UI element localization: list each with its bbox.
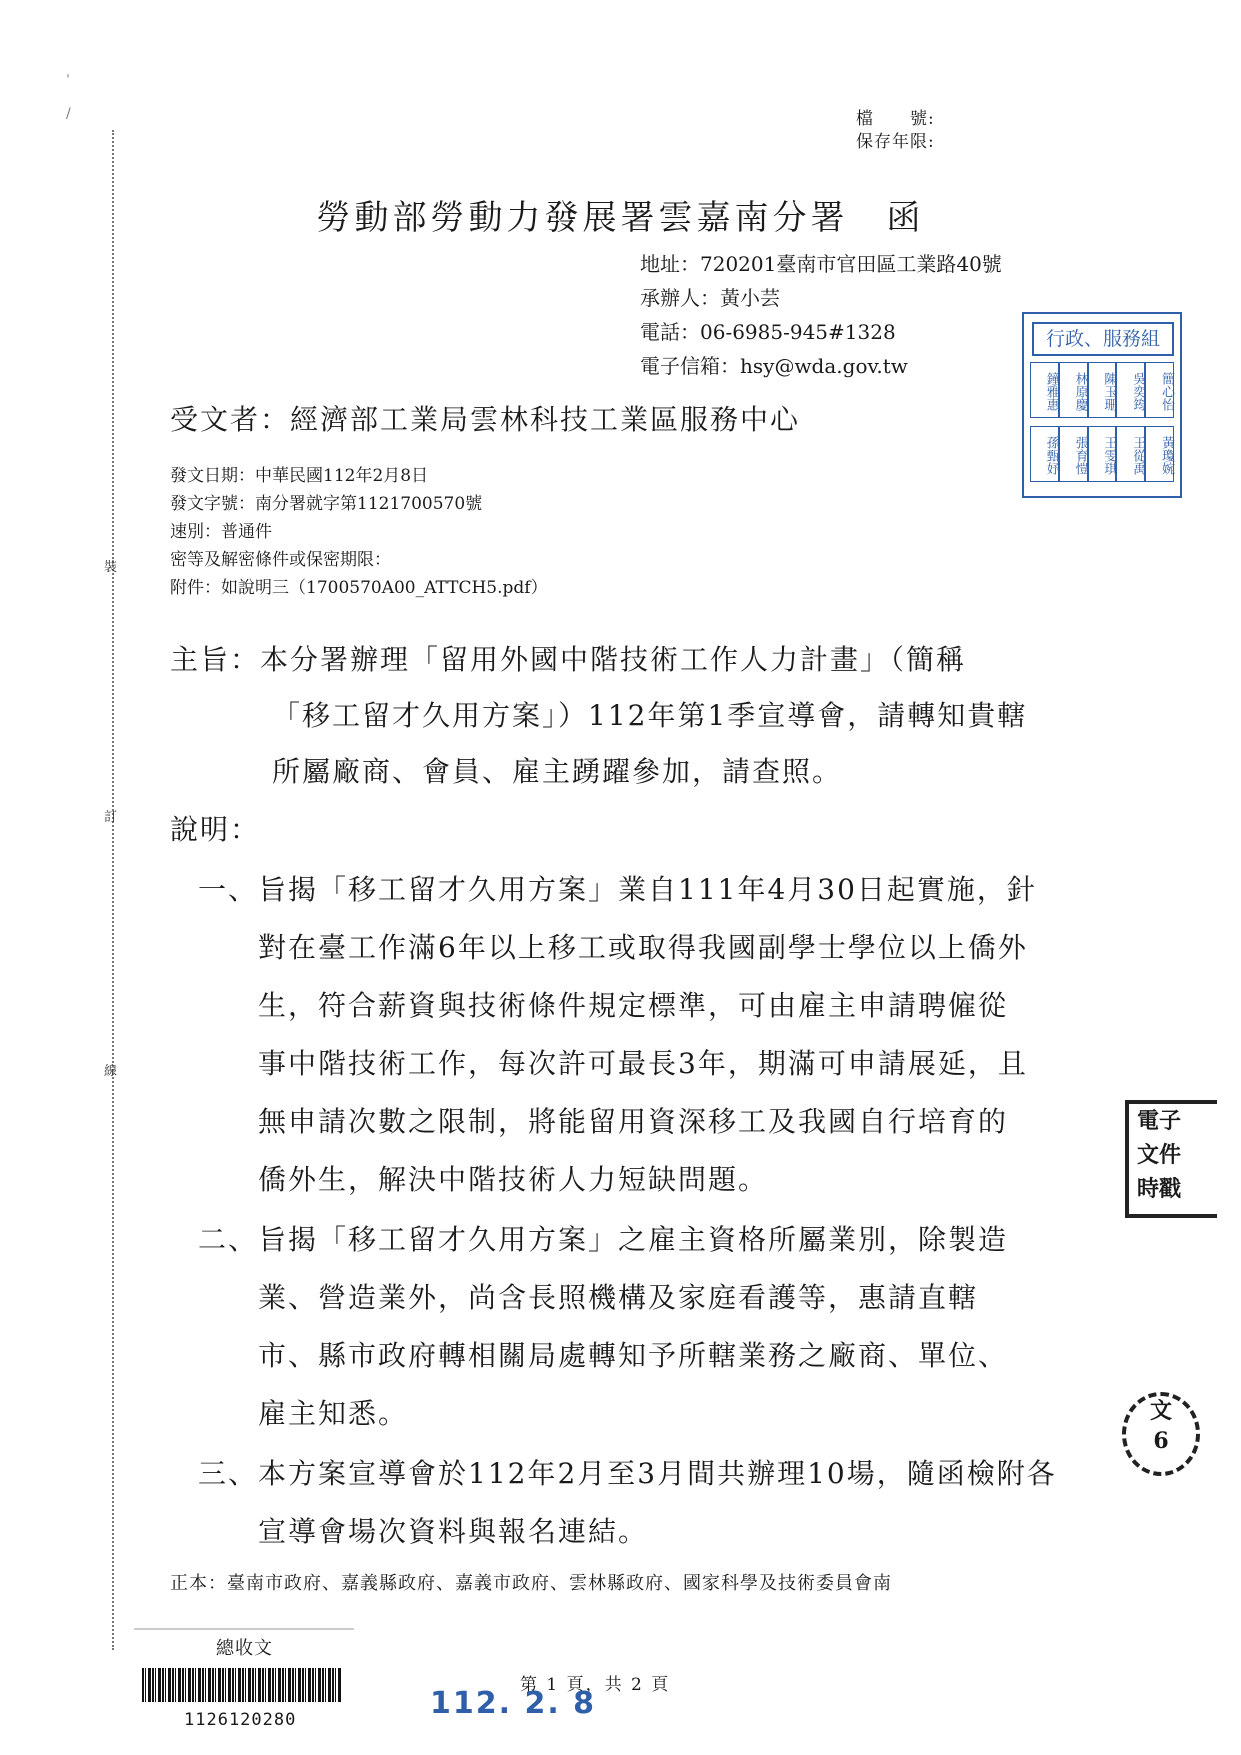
stamp-title: 行政、服務組 — [1032, 322, 1174, 356]
scan-mark: / — [66, 106, 71, 122]
handler: 承辦人：黃小芸 — [640, 286, 780, 310]
meta-block — [170, 462, 548, 602]
explanation-line: 事中階技術工作，每次許可最長3年，期滿可申請展延，且 — [258, 1047, 1028, 1080]
receipt-block — [134, 1628, 354, 1740]
explanation-line: 無申請次數之限制，將能留用資深移工及我國自行培育的 — [258, 1105, 1009, 1138]
stamp-name: 鐘雅惠 — [1030, 362, 1059, 418]
secrecy-level: 密等及解密條件或保密期限： — [170, 550, 391, 570]
document-title: 勞動部勞動力發展署雲嘉南分署 函 — [316, 198, 925, 238]
stamp-name: 吳奕筠 — [1116, 362, 1145, 418]
seal-stamp: 文 6 — [1122, 1392, 1200, 1476]
delivery-speed: 速別：普通件 — [170, 522, 272, 542]
receipt-number: 1126120280 — [184, 1710, 297, 1730]
explanation-line: 對在臺工作滿6年以上移工或取得我國副學士學位以上僑外 — [258, 931, 1028, 964]
explanation-line: 僑外生，解決中階技術人力短缺問題。 — [258, 1163, 769, 1196]
recipient: 受文者：經濟部工業局雲林科技工業區服務中心 — [170, 403, 801, 436]
stamp-name: 林原慶 — [1059, 362, 1088, 418]
explanation-heading: 說明： — [170, 813, 261, 846]
phone: 電話：06-6985-945#1328 — [640, 320, 896, 344]
explanation-line: 業、營造業外，尚含長照機構及家庭看護等，惠請直轄 — [258, 1281, 979, 1314]
scan-mark: ˌ — [66, 64, 70, 80]
explanation-line: 市、縣市政府轉相關局處轉知予所轄業務之廠商、單位、 — [258, 1339, 1009, 1372]
binding-mark-zhuang: 裝 — [104, 560, 118, 575]
explanation-line: 一、旨揭「移工留才久用方案」業自111年4月30日起實施，針 — [198, 873, 1037, 906]
subject-line: 主旨：本分署辦理「留用外國中階技術工作人力計畫」（簡稱 — [170, 643, 967, 676]
address: 地址：720201臺南市官田區工業路40號 — [640, 252, 1002, 276]
contact-block — [640, 247, 1002, 383]
explanation-line: 宣導會場次資料與報名連結。 — [258, 1515, 649, 1548]
copy-to: 正本：臺南市政府、嘉義縣政府、嘉義市政府、雲林縣政府、國家科學及技術委員會南 — [170, 1573, 892, 1594]
binding-mark-ding: 訂 — [104, 810, 118, 825]
receipt-label: 總收文 — [216, 1638, 273, 1659]
file-info — [856, 108, 935, 154]
issue-date: 發文日期：中華民國112年2月8日 — [170, 466, 429, 486]
barcode — [142, 1668, 342, 1702]
stamp-name-grid — [1030, 362, 1174, 482]
retention-label: 保存年限: — [856, 132, 935, 152]
subject-line: 所屬廠商、會員、雇主踴躍參加，請查照。 — [272, 755, 843, 788]
electronic-timestamp-seal: 電子 文件 時戳 — [1125, 1100, 1217, 1218]
explanation-line: 二、旨揭「移工留才久用方案」之雇主資格所屬業別，除製造 — [198, 1223, 1009, 1256]
explanation-line: 雇主知悉。 — [258, 1397, 409, 1430]
stamp-name: 王從禹 — [1116, 426, 1145, 482]
attachment: 附件：如說明三（1700570A00_ATTCH5.pdf） — [170, 578, 548, 598]
stamp-name: 孫甄妤 — [1030, 426, 1059, 482]
binding-dotted-line — [112, 130, 114, 1650]
department-stamp — [1022, 312, 1182, 498]
file-number-label: 檔 號: — [856, 109, 935, 129]
receipt-date-stamp: 112. 2. 8 — [430, 1686, 597, 1721]
binding-mark-xian: 線 — [104, 1064, 118, 1079]
explanation-line: 三、本方案宣導會於112年2月至3月間共辦理10場，隨函檢附各 — [198, 1457, 1057, 1490]
subject-line: 「移工留才久用方案」）112年第1季宣導會，請轉知貴轄 — [272, 699, 1028, 732]
stamp-name: 張育愷 — [1059, 426, 1088, 482]
explanation-line: 生，符合薪資與技術條件規定標準，可由雇主申請聘僱從 — [258, 989, 1009, 1022]
document-number: 發文字號：南分署就字第1121700570號 — [170, 494, 483, 514]
stamp-name: 簡心怡 — [1145, 362, 1174, 418]
email: 電子信箱：hsy@wda.gov.tw — [640, 354, 908, 378]
stamp-name: 陳玉珊 — [1088, 362, 1117, 418]
stamp-name: 王雯琪 — [1088, 426, 1117, 482]
stamp-name: 黃瓊婉 — [1145, 426, 1174, 482]
page-number: 第 1 頁，共 2 頁 — [520, 1675, 671, 1695]
